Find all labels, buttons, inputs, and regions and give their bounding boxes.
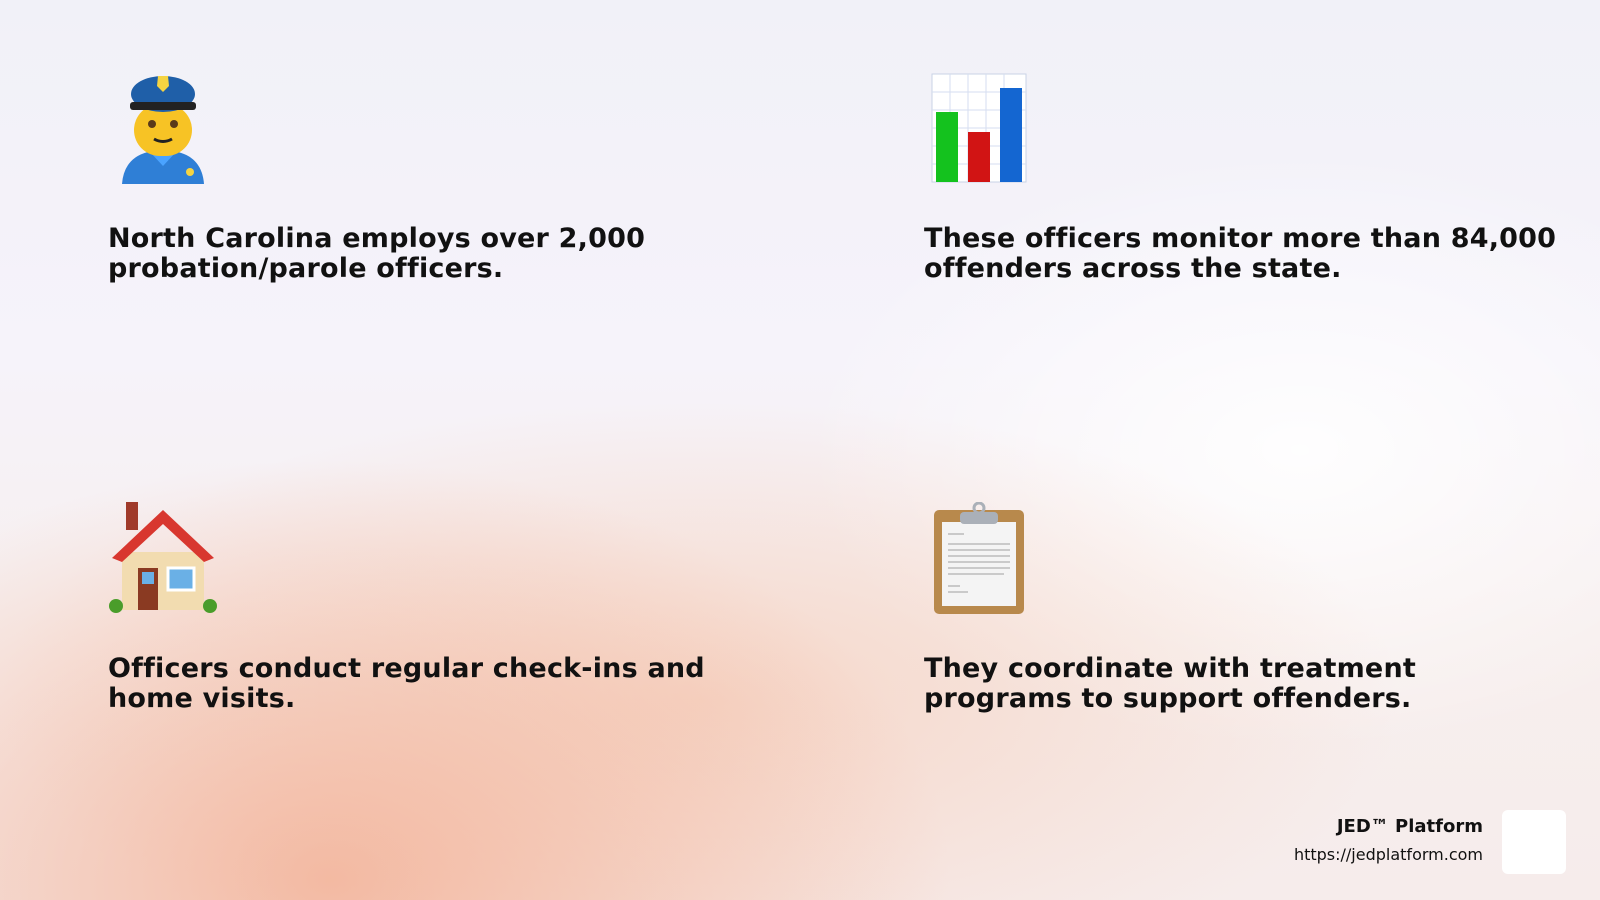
fact-card-visits [108, 502, 748, 714]
brand-name: JED™ Platform [1336, 816, 1483, 837]
fact-card-officers [108, 72, 748, 284]
police-officer-icon [108, 72, 218, 184]
brand-url[interactable]: https://jedplatform.com [1293, 845, 1483, 864]
house-icon [108, 502, 218, 614]
fact-text: North Carolina employs over 2,000 probation/parole officers. [108, 223, 646, 284]
logo-placeholder [1502, 810, 1566, 874]
fact-text: They coordinate with treatment programs to support offenders. [924, 653, 1416, 714]
fact-text: Officers conduct regular check-ins and home visits. [108, 653, 705, 714]
bar-chart-icon [924, 72, 1034, 184]
fact-card-offenders [924, 72, 1564, 284]
clipboard-icon [924, 502, 1034, 614]
fact-card-treatment [924, 502, 1564, 714]
footer [1294, 816, 1483, 864]
fact-text: These officers monitor more than 84,000 offenders across the state. [924, 223, 1557, 284]
